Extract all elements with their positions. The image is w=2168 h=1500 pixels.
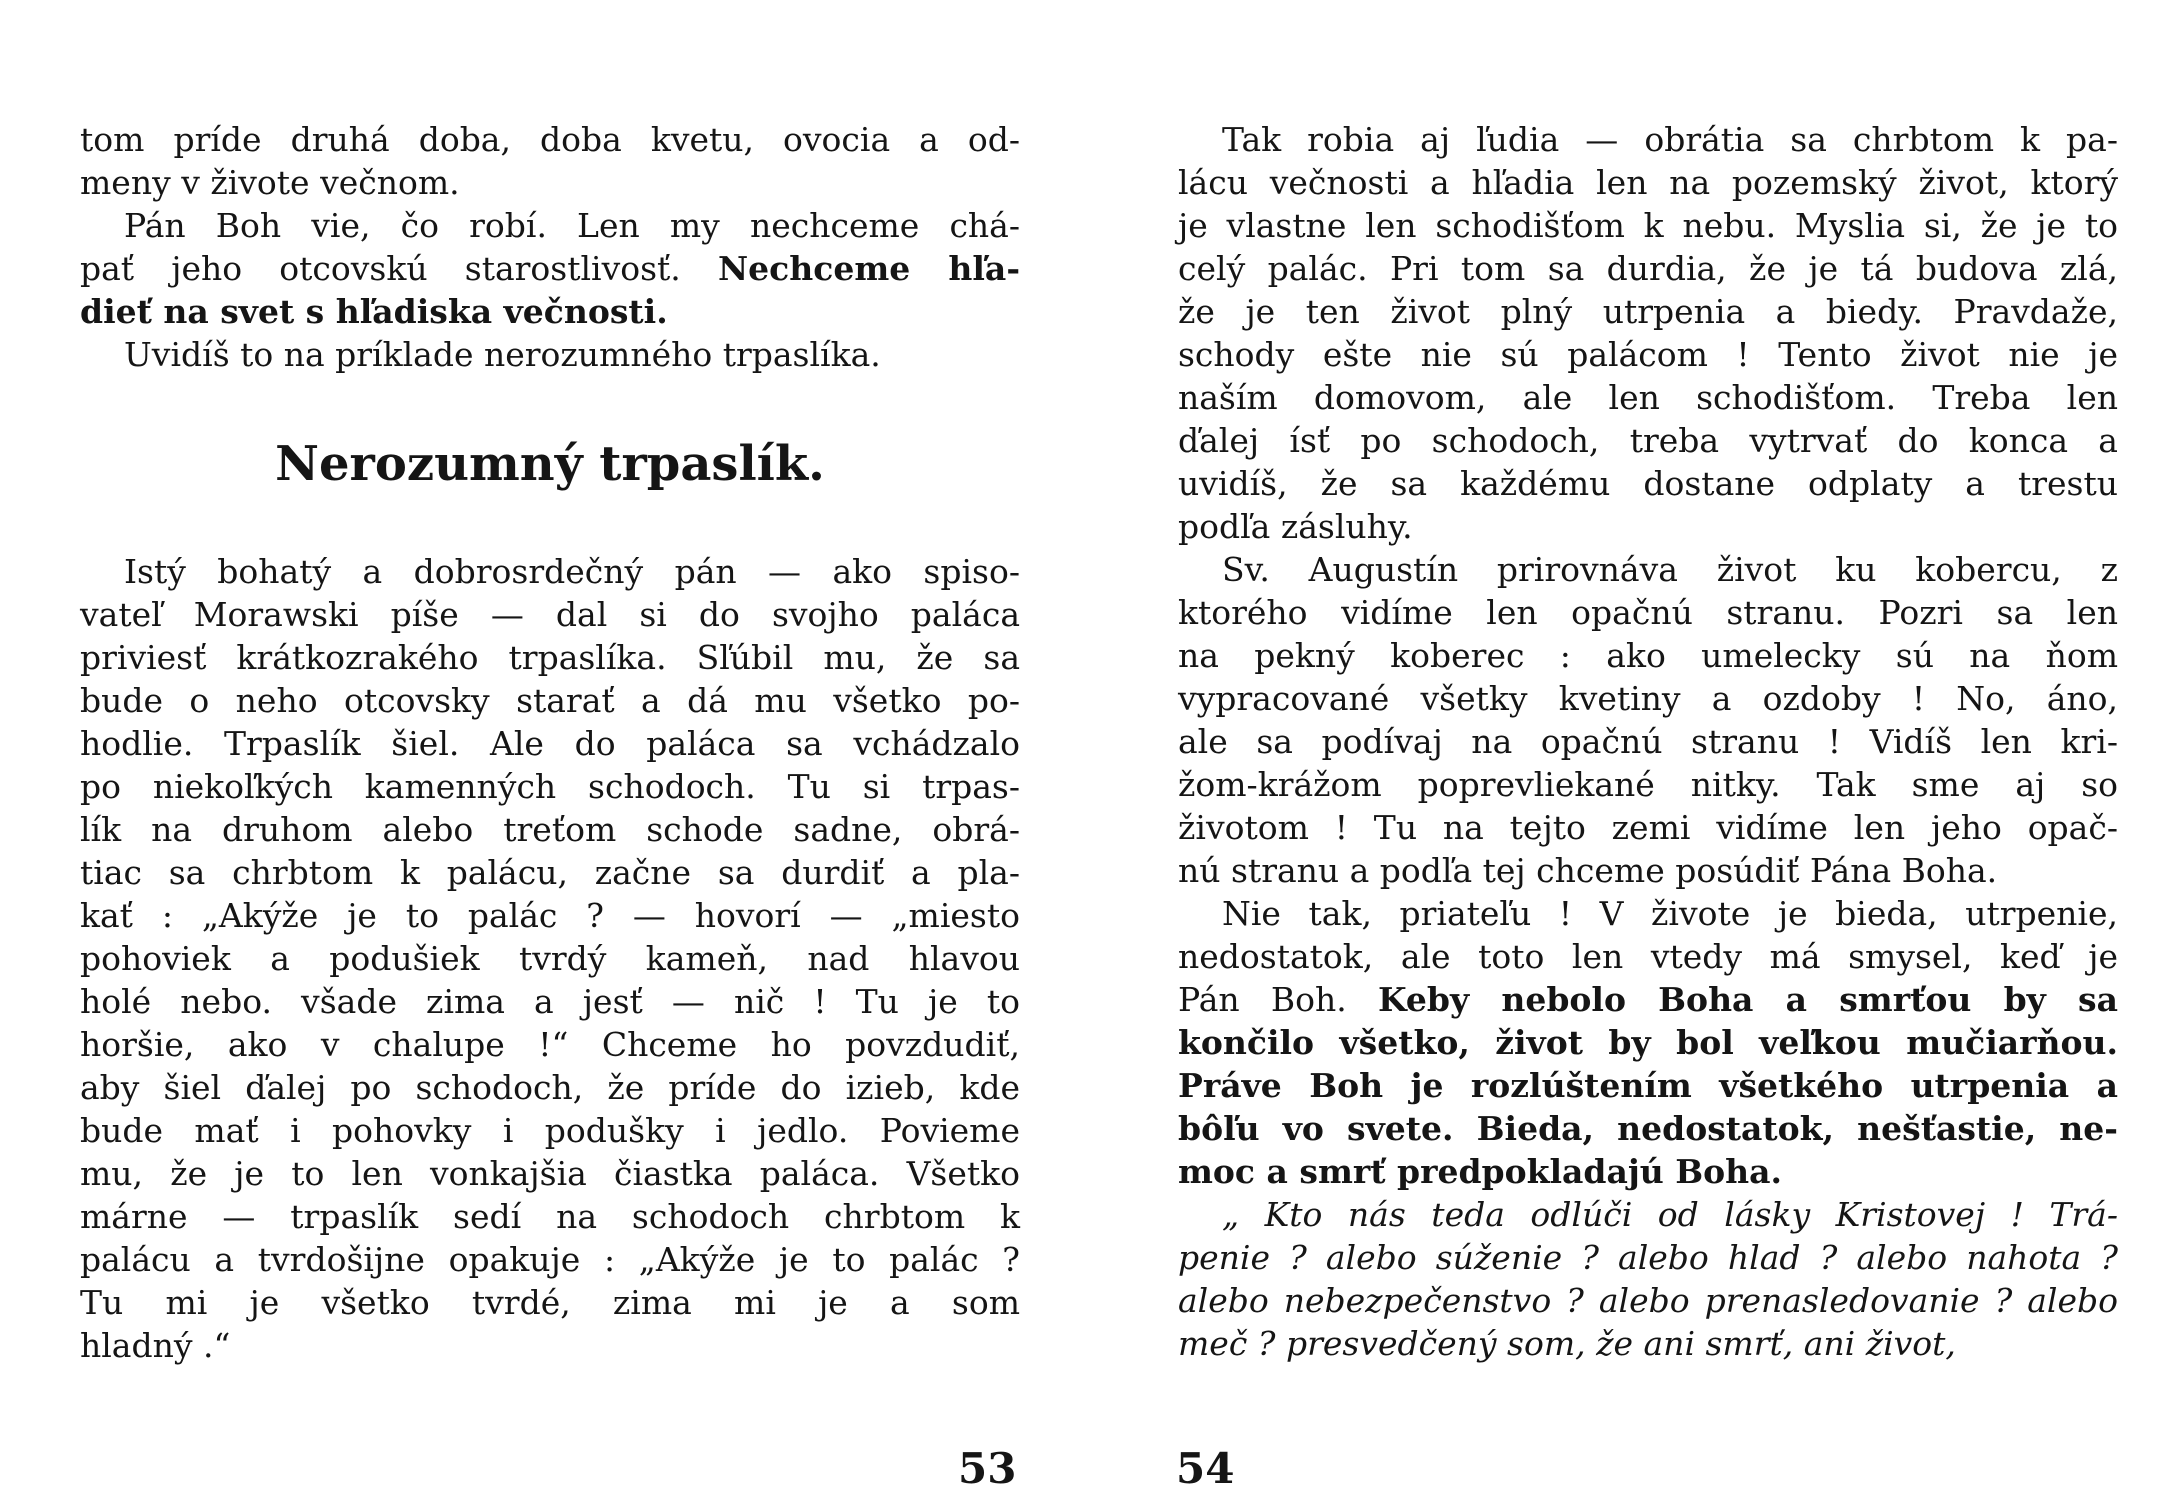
quote-line: „ Kto nás teda odlúči od lásky Kristovej ! Trá- (1222, 1195, 2118, 1234)
text-line: lácu večnosti a hľadia len na pozemský život, ktorý (1178, 163, 2118, 202)
text-line: na pekný koberec : ako umelecky sú na ňom (1178, 636, 2118, 675)
text-line: uvidíš, že sa každému dostane odplaty a trestu (1178, 464, 2118, 503)
paragraph-scripture-quote (1178, 1193, 2118, 1365)
page-number-right: 54 (1176, 1444, 1235, 1493)
text-line: naším domovom, ale len schodišťom. Treba len (1178, 378, 2118, 417)
quote-line: penie ? alebo súženie ? alebo hlad ? alebo nahota ? (1178, 1238, 2118, 1277)
text-line: vypracované všetky kvetiny a ozdoby ! No, áno, (1178, 679, 2118, 718)
emphasis-text: Keby nebolo Boha a smrťou by sa (1377, 980, 2118, 1019)
text-line: Nie tak, priateľu ! V živote je bieda, utrpenie, (1222, 894, 2118, 933)
text-line: Uvidíš to na príklade nerozumného trpaslíka. (124, 335, 881, 374)
left-page (80, 118, 1020, 1367)
text-line: tom príde druhá doba, doba kvetu, ovocia a od- (80, 120, 1020, 159)
text-line: hodlie. Trpaslík šiel. Ale do paláca sa vchádzalo (80, 724, 1020, 763)
emphasis-line: dieť na svet s hľadiska večnosti. (80, 292, 668, 331)
right-page (1178, 118, 2118, 1365)
emphasis-line: končilo všetko, život by bol veľkou mučiarňou. (1178, 1023, 2118, 1062)
text-line: palácu a tvrdošijne opakuje : „Akýže je to palác ? (80, 1240, 1020, 1279)
text-line: je vlastne len schodišťom k nebu. Myslia si, že je to (1178, 206, 2118, 245)
emphasis-line: bôľu vo svete. Bieda, nedostatok, nešťastie, ne- (1178, 1109, 2118, 1148)
text-line (80, 247, 1020, 290)
text-line: ale sa podívaj na opačnú stranu ! Vidíš len kri- (1178, 722, 2118, 761)
text-line: Tu mi je všetko tvrdé, zima mi je a som (80, 1283, 1020, 1322)
text-line: nú stranu a podľa tej chceme posúdiť Pána Boha. (1178, 851, 1998, 890)
text-line: márne — trpaslík sedí na schodoch chrbtom k (80, 1197, 1020, 1236)
text-line: priviesť krátkozrakého trpaslíka. Sľúbil mu, že sa (80, 638, 1020, 677)
paragraph-people-palace (1178, 118, 2118, 548)
emphasis-line: Práve Boh je rozlúštením všetkého utrpenia a (1178, 1066, 2118, 1105)
text-line: schody ešte nie sú palácom ! Tento život nie je (1178, 335, 2118, 374)
text-line: Tak robia aj ľudia — obrátia sa chrbtom k pa- (1222, 120, 2118, 159)
text-line: holé nebo. všade zima a jesť — nič ! Tu je to (80, 982, 1020, 1021)
paragraph-intro-3 (80, 333, 1020, 376)
paragraph-intro-1 (80, 118, 1020, 204)
text-line: tiac sa chrbtom k palácu, začne sa durdiť a pla- (80, 853, 1020, 892)
text-line: kať : „Akýže je to palác ? — hovorí — „miesto (80, 896, 1020, 935)
chapter-heading: Nerozumný trpaslík. (275, 436, 825, 492)
page-number-left: 53 (958, 1444, 1017, 1493)
text-line: aby šiel ďalej po schodoch, že príde do izieb, kde (80, 1068, 1020, 1107)
text-line: bude mať i pohovky i podušky i jedlo. Povieme (80, 1111, 1020, 1150)
text-line: vateľ Morawski píše — dal si do svojho paláca (80, 595, 1020, 634)
text-segment: pať jeho otcovskú starostlivosť. (80, 249, 681, 288)
text-line: hladný .“ (80, 1326, 231, 1365)
text-line: nedostatok, ale toto len vtedy má smysel, keď je (1178, 937, 2118, 976)
paragraph-intro-2 (80, 204, 1020, 333)
text-line: horšie, ako v chalupe !“ Chceme ho povzdudiť, (80, 1025, 1020, 1064)
paragraph-suffering (1178, 892, 2118, 1193)
text-line: mu, že je to len vonkajšia čiastka paláca. Všetko (80, 1154, 1020, 1193)
text-line: bude o neho otcovsky starať a dá mu všetko po- (80, 681, 1020, 720)
text-line: Istý bohatý a dobrosrdečný pán — ako spiso- (124, 552, 1020, 591)
text-line: po niekoľkých kamenných schodoch. Tu si trpas- (80, 767, 1020, 806)
text-line: celý palác. Pri tom sa durdia, že je tá budova zlá, (1178, 249, 2118, 288)
text-line: ďalej ísť po schodoch, treba vytrvať do konca a (1178, 421, 2118, 460)
quote-line: alebo nebezpečenstvo ? alebo prenasledovanie ? alebo (1178, 1281, 2118, 1320)
text-line: podľa zásluhy. (1178, 507, 1413, 546)
text-line: pohoviek a podušiek tvrdý kameň, nad hlavou (80, 939, 1020, 978)
text-line: meny v živote večnom. (80, 163, 460, 202)
text-line: lík na druhom alebo treťom schode sadne, obrá- (80, 810, 1020, 849)
text-line: že je ten život plný utrpenia a biedy. Pravdaže, (1178, 292, 2118, 331)
emphasis-line: moc a smrť predpokladajú Boha. (1178, 1152, 1783, 1191)
story-paragraph (80, 550, 1020, 1367)
text-line: životom ! Tu na tejto zemi vidíme len jeho opač- (1178, 808, 2118, 847)
emphasis-text: Nechceme hľa- (717, 249, 1021, 288)
text-line: ktorého vidíme len opačnú stranu. Pozri sa len (1178, 593, 2118, 632)
text-line: Sv. Augustín prirovnáva život ku kobercu, z (1222, 550, 2118, 589)
text-line: žom-krážom poprevliekané nitky. Tak sme aj so (1178, 765, 2118, 804)
text-segment: Pán Boh. (1178, 980, 1347, 1019)
quote-line: meč ? presvedčený som, že ani smrť, ani život, (1178, 1324, 1956, 1363)
paragraph-augustine-carpet (1178, 548, 2118, 892)
text-line: Pán Boh vie, čo robí. Len my nechceme chá- (124, 206, 1020, 245)
text-line (1178, 978, 2118, 1021)
